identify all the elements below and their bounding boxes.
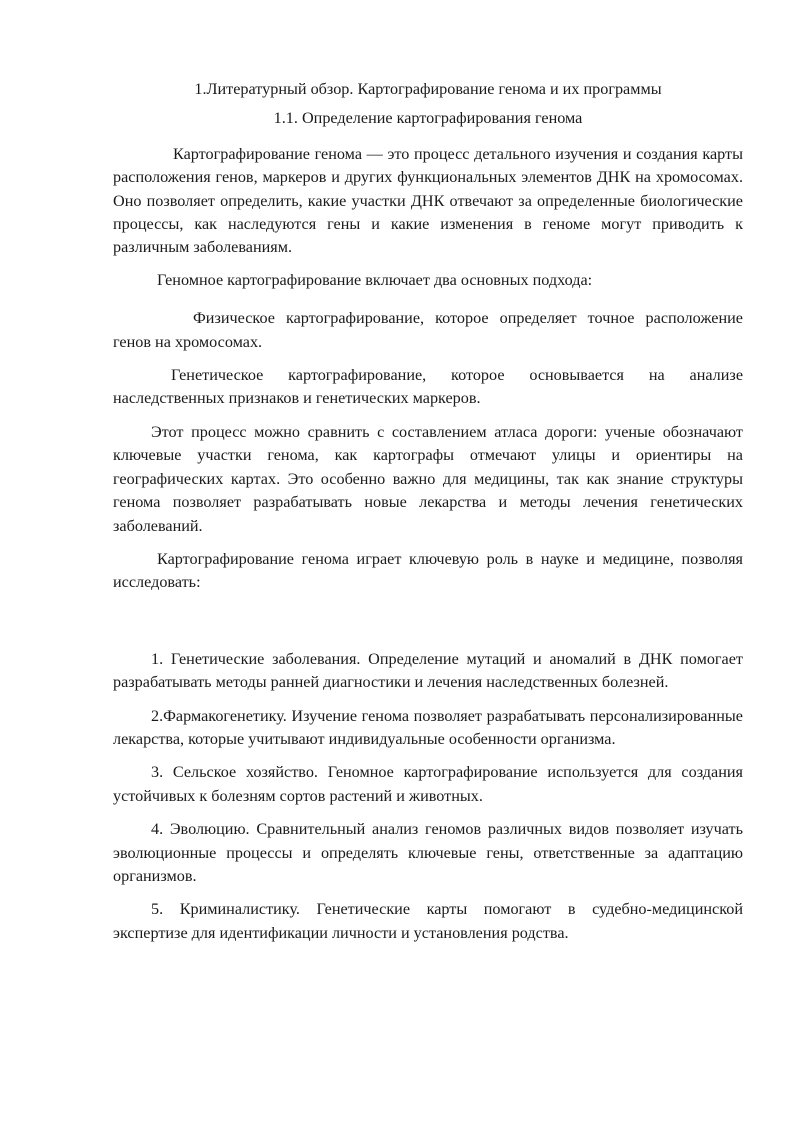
paragraph-role-intro: Картографирование генома играет ключевую роль в науке и медицине, позволяя исследовать:	[113, 549, 743, 592]
list-item: 3. Сельское хозяйство. Геномное картографирование используется для создания устойчивых к болезням сортов растений и животных.	[113, 763, 743, 805]
list-item: 2.Фармакогенетику. Изучение генома позволяет разрабатывать персонализированные лекарства, которые учитывают индивидуальные особенности организма.	[113, 706, 743, 748]
section-heading: 1.Литературный обзор. Картографирование генома и их программы	[194, 80, 662, 98]
paragraph-physical-mapping: Физическое картографирование, которое определяет точное расположение генов на хромосомах.	[113, 309, 743, 351]
list-item: 1. Генетические заболевания. Определение мутаций и аномалий в ДНК помогает разрабатывать методы ранней диагностики и лечения наследственных болезней.	[113, 649, 743, 692]
list-item: 4. Эволюцию. Сравнительный анализ геномов различных видов позволяет изучать эволюционные процессы и определять ключевые гены, ответственные за адаптацию организмов.	[113, 820, 743, 885]
paragraph-atlas-comparison: Этот процесс можно сравнить с составлением атласа дороги: ученые обозначают ключевые участки генома, как картографы отмечают улицы и ориентиры на географических картах. Это особенно важно для медицины, так как знание структуры генома позволяет разрабатывать новые лекарства и методы лечения генетических заболеваний.	[113, 422, 743, 535]
document-body	[113, 78, 743, 945]
subsection-heading: 1.1. Определение картографирования генома	[273, 109, 583, 128]
paragraph-genetic-mapping: Генетическое картографирование, которое основывается на анализе наследственных признаков и генетических маркеров.	[113, 366, 743, 408]
paragraph-definition: Картографирование генома — это процесс детального изучения и создания карты расположения генов, маркеров и других функциональных элементов ДНК на хромосомах. Оно позволяет определить, какие участки ДНК отвечают за определенные биологические процессы, как наследуются гены и какие изменения в геноме могут приводить к различным заболеваниям.	[113, 144, 743, 257]
list-item: 5. Криминалистику. Генетические карты помогают в судебно-медицинской экспертизе для идентификации личности и установления родства.	[113, 900, 743, 942]
paragraph-approaches-intro: Геномное картографирование включает два основных подхода:	[157, 270, 593, 289]
